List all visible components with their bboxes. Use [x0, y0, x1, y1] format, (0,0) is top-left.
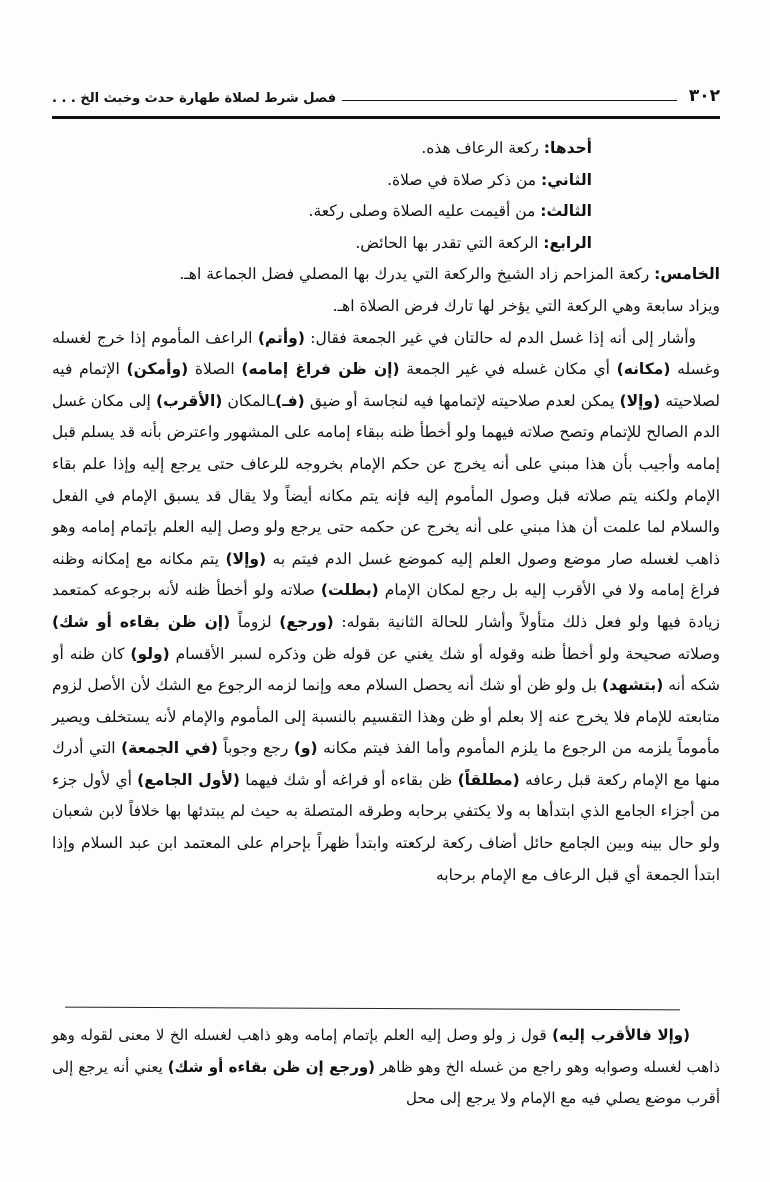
list-item-first [52, 133, 720, 165]
bold-term: (الأقرب) [155, 391, 223, 410]
bold-term: (مكانه) [616, 360, 671, 379]
text-run: الإتمام فيه لصلاحيته [52, 360, 720, 410]
text-run: يعني أنه يرجع إلى أقرب موضع يصلي فيه مع الإمام ولا يرجع إلى محل [52, 1057, 720, 1108]
bold-term: (وأمكن) [126, 360, 189, 379]
text-run: أي لأول جزء من أجزاء الجامع الذي ابتدأها به ولا يكتفي برحابه وطرقه المتصلة به حيث لم يبتدئها بها خلافاً لابن شعبان ولو حال بينه وبين الجامع حائل أضاف ركعة لركعته وابتدأ ظهراً بإحرام على المعتمد ابن عبد السلام وإذا ابتدأ الجمعة أي قبل الرعاف مع الإمام برحابه [52, 770, 720, 884]
text-run: لزوماً [230, 612, 280, 631]
list-label: الخامس: [654, 265, 720, 284]
bold-term: (ولو) [130, 644, 170, 663]
bold-term: (مطلقاً) [457, 770, 520, 789]
text-run: رجع وجوباً [217, 739, 294, 758]
list-item-fifth [52, 259, 720, 291]
list-label: الثاني: [541, 170, 592, 189]
footnote [52, 1020, 720, 1115]
list-text: الركعة التي تقدر بها الحائض. [355, 233, 544, 252]
list-text: من أقيمت عليه الصلاة وصلى ركعة. [308, 202, 541, 221]
header-rule [52, 116, 720, 119]
text-run: التي أدرك منها مع الإمام ركعة قبل رعافه [52, 739, 720, 789]
text-run: يمكن لعدم صلاحيته لإتمامها فيه لنجاسة أو ضيق [304, 391, 620, 410]
footnote-paragraph [52, 1020, 720, 1115]
text-run: وصلاته صحيحة ولو أخطأ ظنه وقوله أو شك يغني عن قوله ظن وذكره لسبر الأقسام [169, 644, 720, 663]
list-text: ركعة المزاحم زاد الشيخ والركعة التي يدرك بها المصلي فضل الجماعة اهـ. [179, 265, 655, 284]
bold-term: (بتشهد) [602, 676, 664, 695]
bold-term: (ورجع) [279, 612, 334, 631]
list-item-fourth [52, 228, 720, 260]
commentary-paragraph [52, 323, 720, 892]
main-text [52, 133, 720, 891]
book-page [52, 84, 720, 891]
text-run: وأشار إلى أنه إذا غسل الدم له حالتان في غير الجمعة فقال: [304, 328, 696, 347]
text-run: ـالمكان [222, 391, 276, 410]
list-item-second [52, 165, 720, 197]
running-header [52, 84, 720, 106]
list-text: من ذكر صلاة في صلاة. [387, 170, 542, 189]
bold-term: (وإلا) [619, 391, 661, 410]
bold-term: (وإلا) [225, 549, 267, 568]
running-title: فصل شرط لصلاة طهارة حدث وخبث الخ . . . [52, 91, 337, 106]
list-label: الرابع: [543, 233, 592, 252]
list-label: أحدها: [543, 139, 592, 157]
text-run: الصلاة [188, 360, 242, 379]
bold-term: (فـ) [275, 391, 305, 410]
bold-term: (و) [293, 739, 318, 758]
text-run: إلى مكان غسل الدم الصالح للإتمام وتصح صلاته فيهما ولو أخطأ ظنه ببقاء إمامه على المشهور واعترض بأنه قد يسلم قبل إمامه وأجيب بأن هذا مبني على أنه يخرج عن حكم الإمام بخروجه للرعاف حتى يرجع إليه وإذا علم بقاء الإمام ولكنه يتم صلاته قبل وصول المأموم إليه فإنه يتم مكانه أيضاً ولا يقال قد يسبق الإمام في الفعل والسلام لما علمت أن هذا مبني على أنه يخرج عن حكمه حتى يرجع ولو وصل إليه العلم بإتمام إمامه وهو ذاهب لغسله صار موضع وصول العلم إليه كموضع غسل الدم فيتم به [52, 391, 720, 568]
text-run: الراعف المأموم إذا خرج لغسله وغسله [52, 328, 720, 379]
text-run: ظن بقاءه أو فراغه أو شك فيهما [239, 770, 458, 789]
bold-term: (إن ظن بقاءه أو شك) [52, 612, 231, 631]
bold-term: (ورجع إن ظن بقاءه أو شك) [167, 1057, 376, 1076]
list-item-third [52, 196, 720, 228]
header-dash-line [342, 100, 677, 101]
bold-term: (وأتم) [257, 328, 305, 347]
text-run: أي مكان غسله في غير الجمعة [399, 360, 617, 379]
list-label: الثالث: [540, 202, 592, 221]
text-run: بل ولو ظن أو شك أنه يحصل السلام معه وإنما لزمه الرجوع مع الشك لأن الأصل لزوم متابعته للإمام فلا يخرج عنه إلا بعلم أو ظن وهذا التقسيم بالنسبة إلى المأموم والإمام لأنه يستخلف ويصير مأموماً يلزمه من الرجوع ما يلزم المأموم وأما الفذ فيتم مكانه [52, 676, 720, 758]
list-text: ركعة الرعاف هذه. [421, 139, 544, 157]
bold-term: (وإلا فالأقرب إليه) [552, 1026, 690, 1044]
bold-term: (في الجمعة) [121, 739, 218, 758]
bold-term: (لأول الجامع) [137, 770, 240, 789]
text-run: يتم مكانه مع إمكانه وظنه فراغ إمامه ولا في الأقرب إليه بل رجع لمكان الإمام [52, 549, 720, 600]
bold-term: (بطلت) [320, 581, 379, 600]
text-run: قول ز ولو وصل إليه العلم بإتمام إمامه وهو ذاهب لغسله الخ لا معنى لقوله وهو ذاهب لغسله وصوابه وهو راجع من غسله الخ وهو ظاهر [52, 1026, 720, 1076]
page-number: ٣٠٢ [688, 86, 720, 106]
text-run: كان ظنه أو شكه أنه [52, 644, 720, 695]
bold-term: (إن ظن فراغ إمامه) [241, 360, 400, 379]
text-run: صلاته ولو أخطأ ظنه لأنه برجوعه كمتعمد زيادة فيها ولو فعل ذلك متأولاً وأشار للحالة الثانية بقوله: [52, 581, 721, 631]
footnote-divider [65, 1007, 680, 1011]
extra-line: ويزاد سابعة وهي الركعة التي يؤخر لها تارك فرض الصلاة اهـ. [332, 296, 720, 315]
